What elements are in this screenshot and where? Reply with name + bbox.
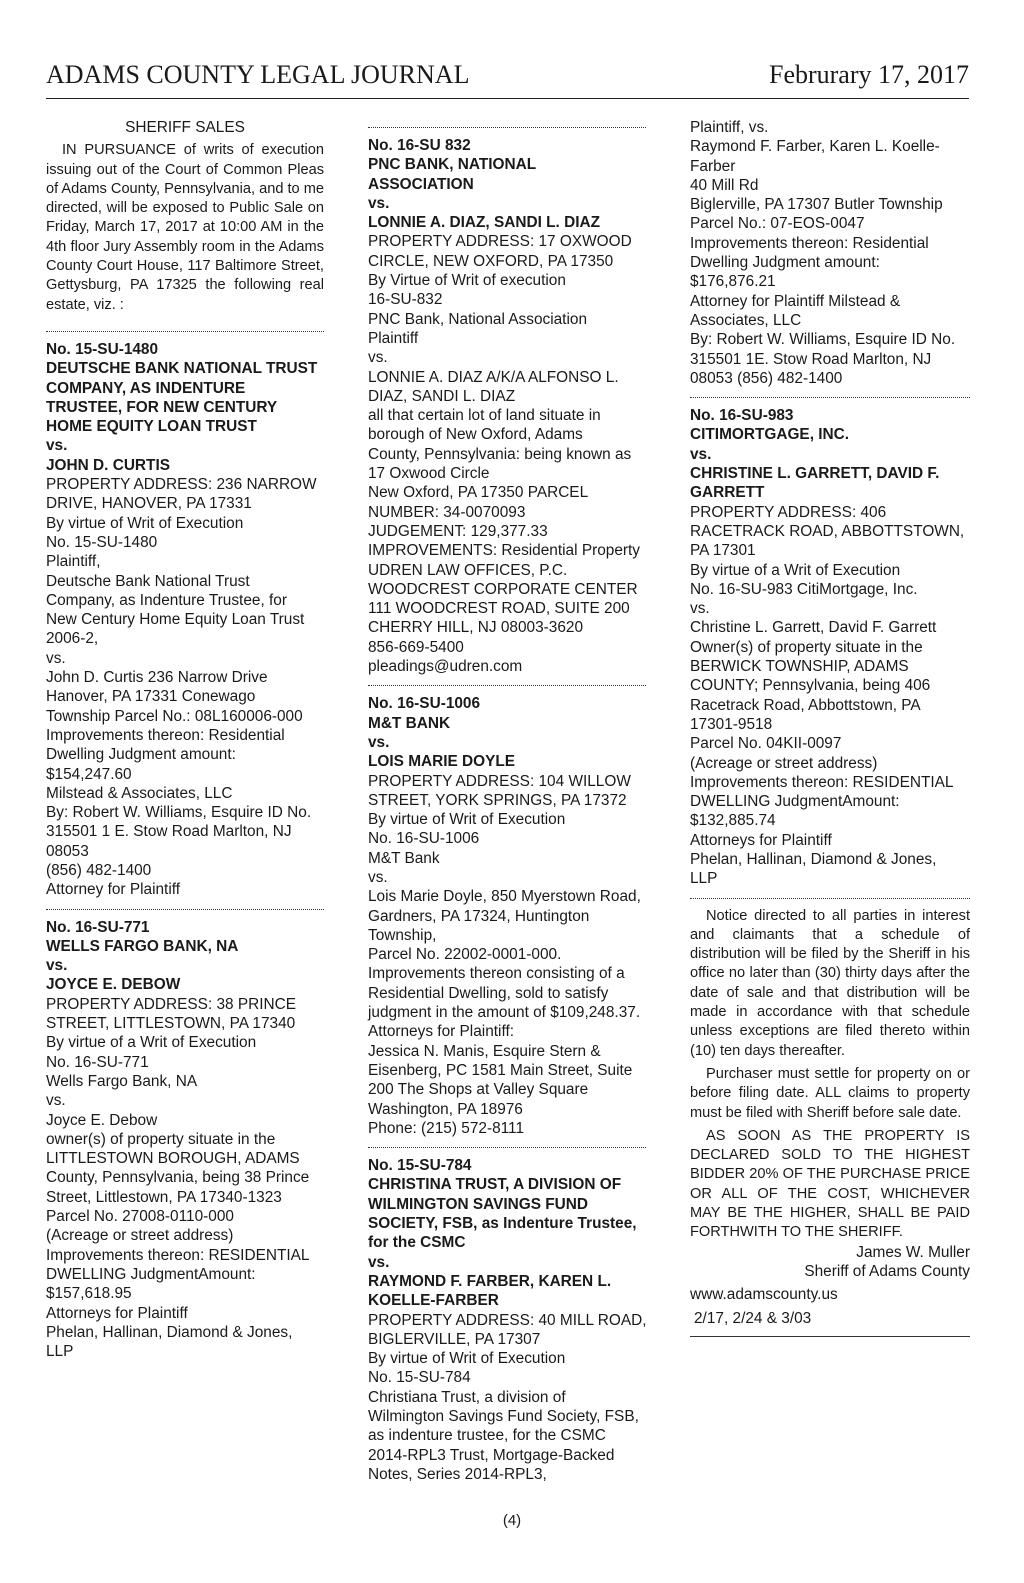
case-heading-line: KOELLE-FARBER (368, 1292, 499, 1310)
case-text-line: IMPROVEMENTS: Residential Property (368, 542, 640, 560)
case-text-line: By: Robert W. Williams, Esquire ID No. (690, 331, 956, 349)
payment-notice: AS SOON AS THE PROPERTY IS DECLARED SOLD TO THE HIGHEST BIDDER 20% OF THE PURCHASE PRICE OR ALL OF THE COST, WHICHEVER MAY BE THE HIGHER, SHALL BE PAID FORTHWITH TO THE SHERIFF. (690, 1127, 970, 1241)
case-text-line: Improvements thereon: Residential (690, 234, 929, 252)
case-text-line: No. 16-SU-983 CitiMortgage, Inc. (690, 580, 918, 598)
case-text-line: RACETRACK ROAD, ABBOTTSTOWN, (690, 522, 965, 540)
case-heading-line: vs. (368, 194, 390, 212)
case-text-line: STREET, YORK SPRINGS, PA 17372 (368, 791, 627, 809)
case-heading-line: No. 16-SU-983 (690, 407, 794, 425)
case-text-line: $157,618.95 (46, 1285, 132, 1303)
case-heading-line: LOIS MARIE DOYLE (368, 753, 516, 771)
case-text-line: Plaintiff (368, 329, 419, 347)
case-text-line: New Oxford, PA 17350 PARCEL (368, 484, 589, 502)
case-text-line: Attorneys for Plaintiff (690, 831, 832, 849)
case-heading-line: GARRETT (690, 484, 765, 502)
case-heading-line: M&T BANK (368, 714, 451, 732)
case-text-line: vs. (368, 868, 388, 886)
case-text-line: Dwelling Judgment amount: (46, 746, 236, 764)
case-text-line: Township Parcel No.: 08L160006-000 (46, 707, 303, 725)
case-heading-line: vs. (46, 957, 68, 975)
case-text-line: COUNTY; Pennsylvania, being 406 (690, 677, 931, 695)
case-text-line: 17301-9518 (690, 715, 773, 733)
case-entry (368, 694, 646, 1138)
case-text-line: Racetrack Road, Abbottstown, PA (690, 696, 921, 714)
case-text-line: Improvements thereon: RESIDENTIAL (690, 773, 954, 791)
case-text-line: $176,876.21 (690, 273, 776, 291)
case-text-line: NUMBER: 34-0070093 (368, 503, 526, 521)
case-heading-line: SOCIETY, FSB, as Indenture Trustee, (368, 1215, 637, 1233)
case-heading-line: No. 16-SU-771 (46, 918, 150, 936)
case-text-line: JUDGEMENT: 129,377.33 (368, 522, 548, 540)
case-text-line: (856) 482-1400 (46, 861, 152, 879)
case-text-line: 08053 (856) 482-1400 (690, 369, 843, 387)
case-text-line: No. 15-SU-1480 (46, 533, 158, 551)
case-text-line: Gardners, PA 17324, Huntington (368, 907, 590, 925)
case-text-line: as indenture trustee, for the CSMC (368, 1427, 606, 1445)
case-text-line: M&T Bank (368, 849, 440, 867)
case-entry (690, 406, 970, 888)
case-heading-line: CHRISTINE L. GARRETT, DAVID F. (690, 465, 940, 483)
issue-date: Februrary 17, 2017 (768, 60, 969, 89)
case-heading-line: RAYMOND F. FARBER, KAREN L. (368, 1272, 612, 1290)
case-text-line: Attorneys for Plaintiff: (368, 1023, 514, 1041)
page-number: (4) (502, 1512, 522, 1529)
case-text-line: 40 Mill Rd (690, 176, 759, 194)
case-text-line: judgment in the amount of $109,248.37. (368, 1004, 641, 1022)
column-2 (368, 118, 646, 1484)
case-text-line: Lois Marie Doyle, 850 Myerstown Road, (368, 888, 641, 906)
case-text-line: STREET, LITTLESTOWN, PA 17340 (46, 1015, 296, 1033)
case-text-line: vs. (46, 1092, 66, 1110)
case-text-line: $154,247.60 (46, 765, 132, 783)
end-rule (690, 1336, 970, 1337)
masthead (46, 54, 969, 99)
case-text-line: 111 WOODCREST ROAD, SUITE 200 (368, 600, 630, 618)
case-text-line: 17 Oxwood Circle (368, 465, 490, 483)
case-text-line: Parcel No.: 07-EOS-0047 (690, 215, 865, 233)
case-text-line: Attorney for Plaintiff (46, 881, 181, 899)
case-heading-line: JOYCE E. DEBOW (46, 976, 181, 994)
case-text-line: Deutsche Bank National Trust (46, 572, 250, 590)
case-text-line: BERWICK TOWNSHIP, ADAMS (690, 658, 909, 676)
case-heading-line: CHRISTINA TRUST, A DIVISION OF (368, 1176, 622, 1194)
case-text-line: John D. Curtis 236 Narrow Drive (46, 669, 268, 687)
case-entry (368, 1156, 646, 1484)
case-heading-line: ASSOCIATION (368, 175, 474, 193)
case-heading-line: vs. (690, 445, 712, 463)
case-text-line: (Acreage or street address) (46, 1227, 234, 1245)
case-text-line: DWELLING JudgmentAmount: (46, 1265, 256, 1283)
case-text-line: Phelan, Hallinan, Diamond & Jones, (690, 850, 937, 868)
case-text-line: 856-669-5400 (368, 638, 464, 656)
case-text-line: County, Pennsylvania, being 38 Prince (46, 1169, 310, 1187)
case-text-line: Improvements thereon: Residential (46, 726, 285, 744)
case-heading-line: HOME EQUITY LOAN TRUST (46, 418, 257, 436)
case-heading-line: WELLS FARGO BANK, NA (46, 937, 239, 955)
case-text-line: Parcel No. 04KII-0097 (690, 735, 842, 753)
case-text-line: Farber (690, 157, 736, 175)
case-heading-line: vs. (368, 1253, 390, 1271)
case-text-line: Biglerville, PA 17307 Butler Township (690, 196, 943, 214)
journal-title: ADAMS COUNTY LEGAL JOURNAL (46, 60, 470, 89)
case-text-line: PNC Bank, National Association (368, 310, 588, 328)
case-text-line: By virtue of Writ of Execution (368, 811, 566, 829)
intro-paragraph: IN PURSUANCE of writs of execution issuing out of the Court of Common Pleas of Adams County, Pennsylvania, and to me directed, will be exposed to Public Sale on Friday, March 17, 2017 at 10:00 AM in the 4th floor Jury Assembly room in the Adams County Court House, 117 Baltimore Street, Gettysburg, PA 17325 the following real estate, viz. : (46, 142, 324, 313)
case-text-line: PROPERTY ADDRESS: 236 NARROW (46, 476, 317, 494)
divider (368, 685, 646, 686)
case-text-line: Wells Fargo Bank, NA (46, 1072, 198, 1090)
case-text-line: Eisenberg, PC 1581 Main Street, Suite (368, 1061, 633, 1079)
case-text-line: pleadings@udren.com (368, 658, 523, 676)
case-text-line: By virtue of a Writ of Execution (690, 561, 901, 579)
case-text-line: vs. (690, 600, 710, 618)
case-text-line: No. 16-SU-771 (46, 1053, 149, 1071)
case-text-line: LLP (690, 870, 718, 888)
case-text-line: 200 The Shops at Valley Square (368, 1081, 589, 1099)
case-text-line: Joyce E. Debow (46, 1111, 158, 1129)
case-text-line: Notes, Series 2014-RPL3, (368, 1465, 547, 1483)
case-text-line: Dwelling Judgment amount: (690, 254, 880, 272)
case-text-line: PROPERTY ADDRESS: 406 (690, 503, 887, 521)
case-text-line: 08053 (46, 842, 89, 860)
case-heading-line: COMPANY, AS INDENTURE (46, 379, 246, 397)
case-text-line: CHERRY HILL, NJ 08003-3620 (368, 619, 584, 637)
case-text-line: DRIVE, HANOVER, PA 17331 (46, 495, 252, 513)
case-heading-line: for the CSMC (368, 1234, 466, 1252)
case-text-line: County, Pennsylvania: being known as (368, 445, 632, 463)
case-text-line: By virtue of a Writ of Execution (46, 1034, 257, 1052)
case-heading-line: vs. (46, 437, 68, 455)
case-heading-line: No. 15-SU-1480 (46, 340, 159, 358)
case-text-line: Parcel No. 22002-0001-000. (368, 946, 562, 964)
case-heading-line: vs. (368, 733, 390, 751)
case-entry (368, 136, 646, 676)
case-text-line: Phelan, Hallinan, Diamond & Jones, (46, 1323, 293, 1341)
case-text-line: By: Robert W. Williams, Esquire ID No. (46, 804, 312, 822)
case-text-line: By virtue of Writ of Execution (368, 1350, 566, 1368)
case-text-line: LITTLESTOWN BOROUGH, ADAMS (46, 1150, 300, 1168)
case-text-line: Parcel No. 27008-0110-000 (46, 1208, 234, 1226)
divider (690, 898, 970, 899)
case-text-line: Plaintiff, (46, 553, 101, 571)
case-entry (46, 918, 324, 1362)
distribution-notice: Notice directed to all parties in interest and claimants that a schedule of distribution will be filed by the Sheriff in his office no later than (30) thirty days after the date of sale and that distribution will be made in accordance with that schedule unless exceptions are filed thereto within (10) ten days thereafter. (690, 907, 970, 1059)
website-link[interactable]: www.adamscounty.us (690, 1286, 838, 1304)
case-text-line: Attorney for Plaintiff Milstead & (690, 292, 901, 310)
case-text-line: DIAZ, SANDI L. DIAZ (368, 387, 516, 405)
case-text-line: Attorneys for Plaintiff (46, 1304, 188, 1322)
case-text-line: Street, Littlestown, PA 17340-1323 (46, 1188, 282, 1206)
case-heading-line: PNC BANK, NATIONAL (368, 156, 537, 174)
case-text-line: Phone: (215) 572-8111 (368, 1119, 525, 1137)
case-text-line: Associates, LLC (690, 311, 802, 329)
case-text-line: Company, as Indenture Trustee, for (46, 591, 287, 609)
case-text-line: Township, (368, 926, 437, 944)
case-text-line: WOODCREST CORPORATE CENTER (368, 580, 638, 598)
case-text-line: BIGLERVILLE, PA 17307 (368, 1330, 541, 1348)
case-text-line: DWELLING JudgmentAmount: (690, 793, 900, 811)
case-text-line: Residential Dwelling, sold to satisfy (368, 984, 609, 1002)
case-text-line: $132,885.74 (690, 812, 776, 830)
case-heading-line: CITIMORTGAGE, INC. (690, 426, 850, 444)
section-heading: SHERIFF SALES (125, 119, 245, 136)
case-text-line: Improvements thereon: RESIDENTIAL (46, 1246, 310, 1264)
case-text-line: Milstead & Associates, LLC (46, 784, 233, 802)
case-text-line: Improvements thereon consisting of a (368, 965, 625, 983)
case-text-line: Christine L. Garrett, David F. Garrett (690, 619, 937, 637)
case-continuation (690, 118, 970, 388)
case-heading-line: LONNIE A. DIAZ, SANDI L. DIAZ (368, 214, 600, 232)
column-3 (690, 118, 970, 1337)
case-text-line: Christiana Trust, a division of (368, 1388, 566, 1406)
divider (368, 1147, 646, 1148)
publication-dates: 2/17, 2/24 & 3/03 (694, 1309, 812, 1327)
case-text-line: By Virtue of Writ of execution (368, 272, 566, 290)
case-heading-line: No. 16-SU-1006 (368, 695, 481, 713)
case-text-line: PROPERTY ADDRESS: 40 MILL ROAD, (368, 1311, 647, 1329)
case-text-line: (Acreage or street address) (690, 754, 878, 772)
case-text-line: LLP (46, 1343, 74, 1361)
divider (46, 909, 324, 910)
case-text-line: Plaintiff, vs. (690, 119, 769, 136)
case-text-line: PA 17301 (690, 542, 756, 560)
case-text-line: Hanover, PA 17331 Conewago (46, 688, 256, 706)
case-text-line: owner(s) of property situate in the (46, 1130, 276, 1148)
divider (368, 127, 646, 128)
case-entry (46, 340, 324, 900)
case-text-line: Owner(s) of property situate in the (690, 638, 923, 656)
case-text-line: all that certain lot of land situate in (368, 407, 601, 425)
case-heading-line: TRUSTEE, FOR NEW CENTURY (46, 398, 278, 416)
case-text-line: No. 16-SU-1006 (368, 830, 480, 848)
case-text-line: PROPERTY ADDRESS: 38 PRINCE (46, 995, 297, 1013)
case-text-line: PROPERTY ADDRESS: 17 OXWOOD (368, 233, 632, 251)
case-text-line: PROPERTY ADDRESS: 104 WILLOW (368, 772, 631, 790)
case-text-line: vs. (368, 349, 388, 367)
case-heading-line: JOHN D. CURTIS (46, 456, 170, 474)
case-heading-line: WILMINGTON SAVINGS FUND (368, 1195, 589, 1213)
sheriff-name: James W. Muller (856, 1243, 970, 1261)
case-text-line: Washington, PA 18976 (368, 1100, 523, 1118)
case-text-line: 16-SU-832 (368, 291, 443, 309)
sheriff-title: Sheriff of Adams County (804, 1262, 970, 1280)
column-1 (46, 118, 324, 1361)
case-text-line: 315501 1E. Stow Road Marlton, NJ (690, 350, 932, 368)
case-heading-line: No. 16-SU 832 (368, 137, 471, 154)
case-text-line: Wilmington Savings Fund Society, FSB, (368, 1408, 639, 1425)
case-text-line: No. 15-SU-784 (368, 1369, 471, 1387)
divider (46, 331, 324, 332)
case-text-line: Jessica N. Manis, Esquire Stern & (368, 1042, 601, 1060)
case-text-line: borough of New Oxford, Adams (368, 426, 583, 444)
case-text-line: New Century Home Equity Loan Trust (46, 611, 305, 629)
case-text-line: 2014-RPL3 Trust, Mortgage-Backed (368, 1446, 615, 1464)
case-text-line: By virtue of Writ of Execution (46, 514, 244, 532)
case-heading-line: No. 15-SU-784 (368, 1157, 472, 1175)
case-text-line: Raymond F. Farber, Karen L. Koelle- (690, 138, 940, 156)
case-text-line: 315501 1 E. Stow Road Marlton, NJ (46, 823, 292, 841)
case-text-line: UDREN LAW OFFICES, P.C. (368, 561, 568, 579)
case-heading-line: DEUTSCHE BANK NATIONAL TRUST (46, 360, 318, 378)
purchaser-notice: Purchaser must settle for property on or before filing date. ALL claims to property must be filed with Sheriff before sale date. (690, 1065, 970, 1121)
divider (690, 397, 970, 398)
case-text-line: vs. (46, 649, 66, 667)
case-text-line: CIRCLE, NEW OXFORD, PA 17350 (368, 252, 614, 270)
case-text-line: LONNIE A. DIAZ A/K/A ALFONSO L. (368, 368, 619, 386)
case-text-line: 2006-2, (46, 630, 99, 648)
